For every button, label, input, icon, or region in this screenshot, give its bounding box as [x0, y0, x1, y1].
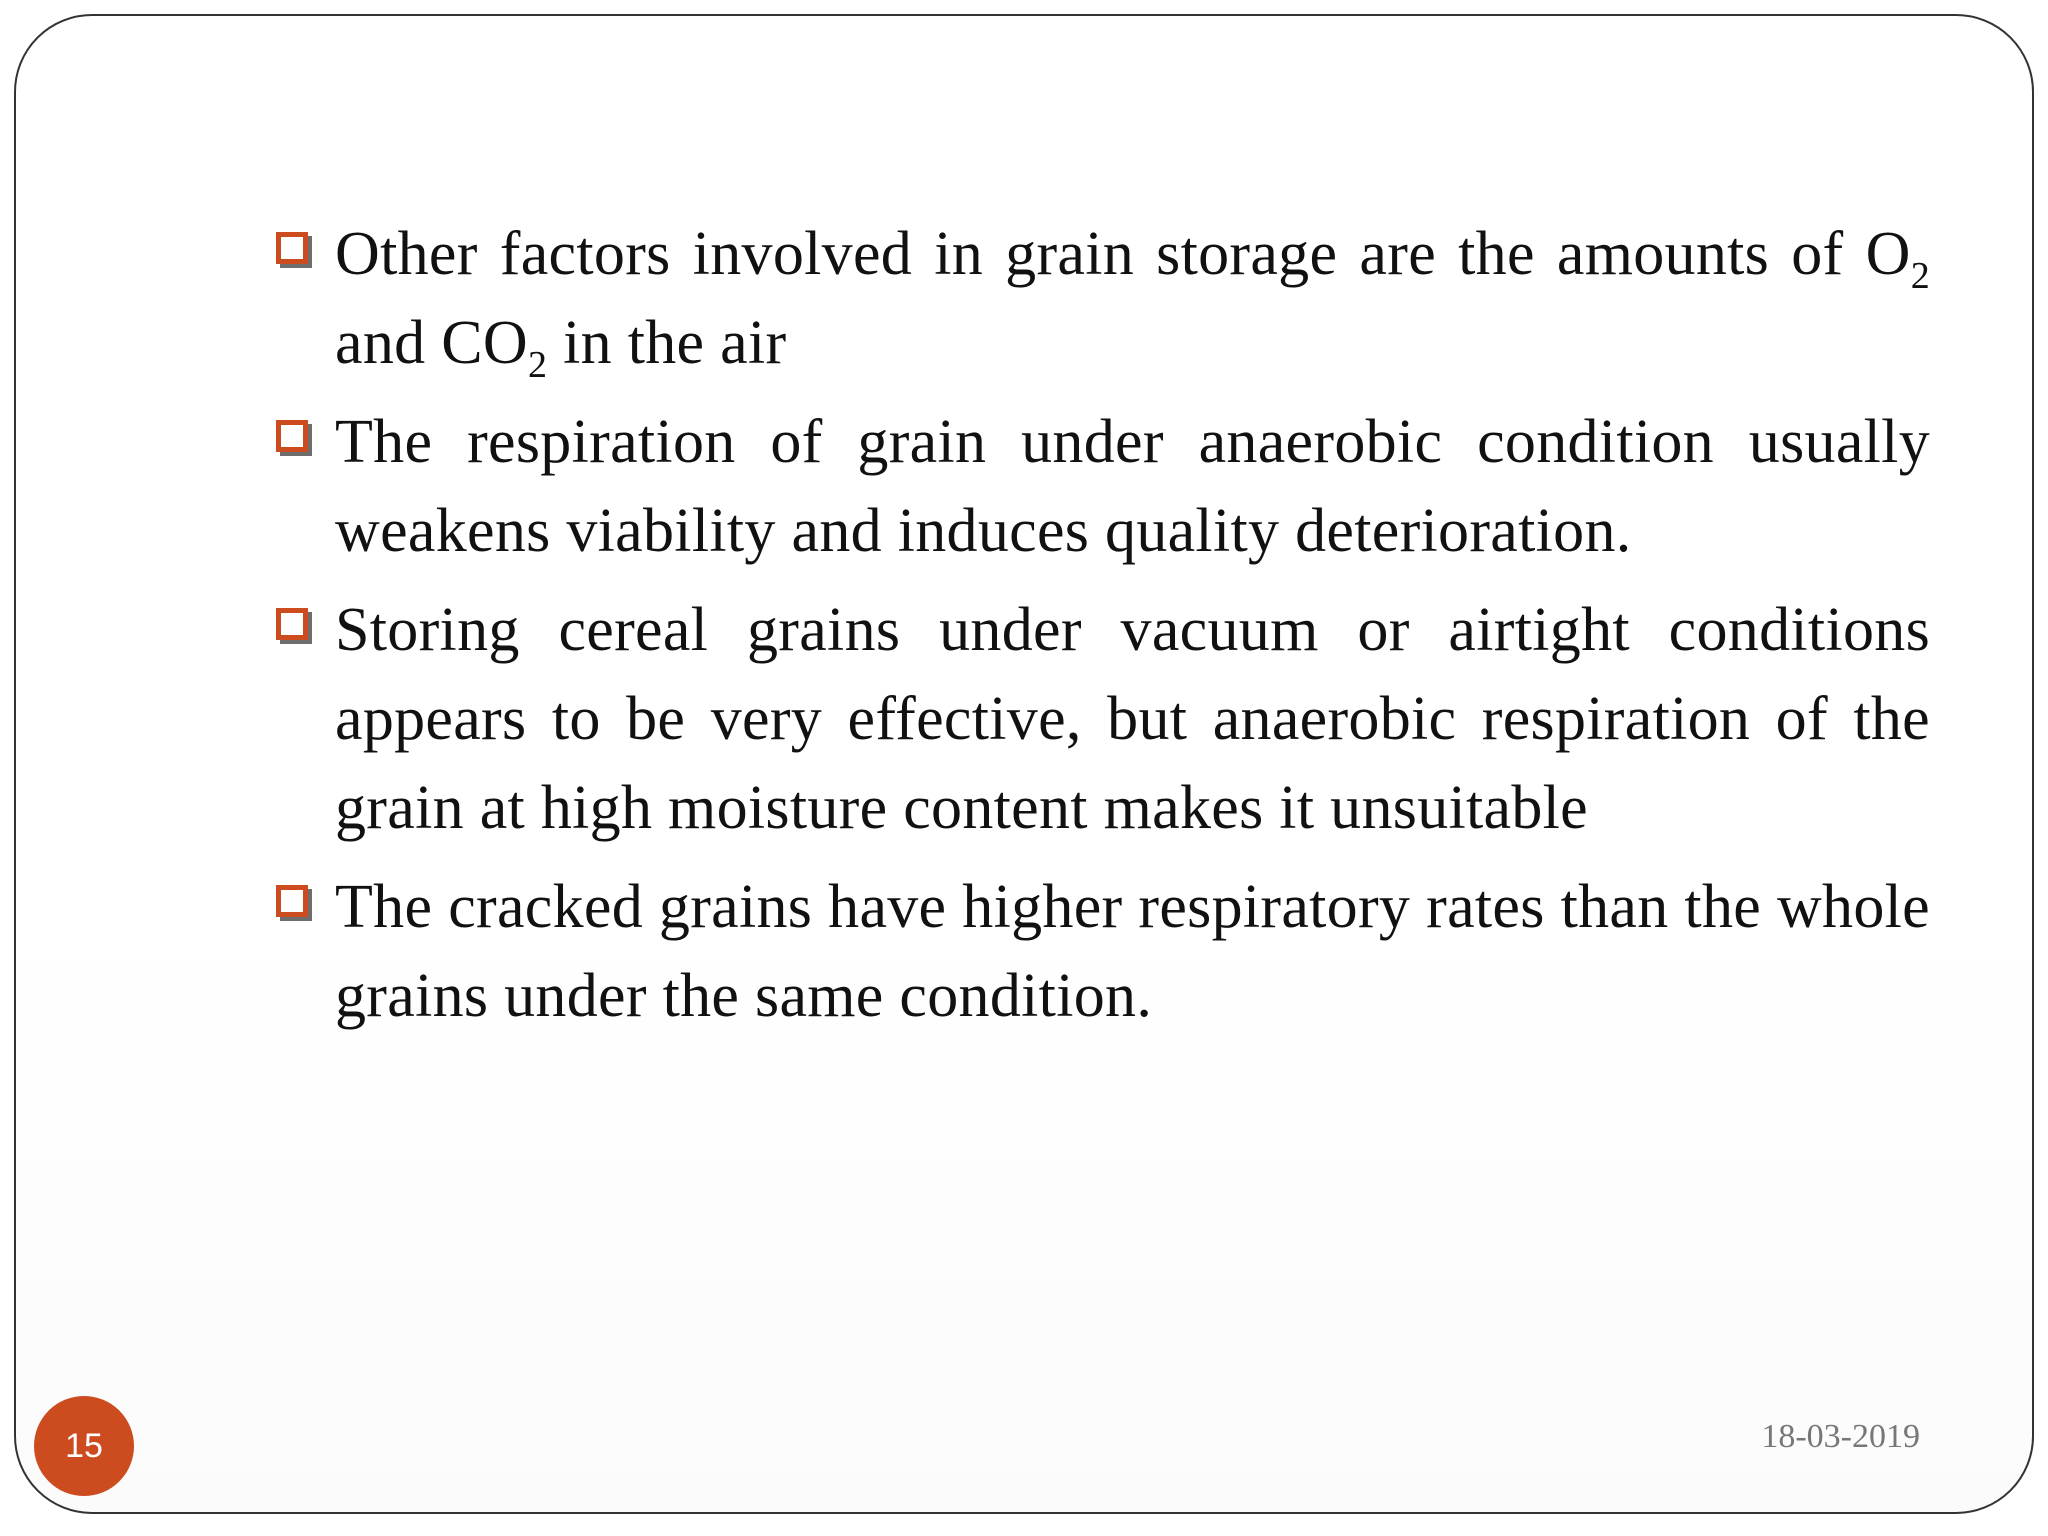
square-bullet-icon — [276, 608, 308, 640]
page-number-badge: 15 — [34, 1396, 134, 1496]
bullet-item — [270, 586, 1930, 853]
square-bullet-icon — [276, 232, 308, 264]
bullet-item — [270, 863, 1930, 1041]
bullet-text: Other factors involved in grain storage are the amounts of $O_2$ and $CO_2$ in the air — [335, 220, 1930, 386]
bullet-text: Storing cereal grains under vacuum or airtight conditions appears to be very effective, but anaerobic respiration of the grain at high moisture content makes it unsuitable — [335, 596, 1930, 842]
footer-date: 18-03-2019 — [1761, 1418, 1920, 1455]
bullet-text: The respiration of grain under anaerobic condition usually weakens viability and induces quality deterioration. — [335, 408, 1930, 565]
bullet-item — [270, 210, 1930, 388]
square-bullet-icon — [276, 420, 308, 452]
square-bullet-icon — [276, 885, 308, 917]
bullet-list — [270, 210, 1930, 1051]
bullet-item — [270, 398, 1930, 576]
bullet-text: The cracked grains have higher respiratory rates than the whole grains under the same condition. — [335, 873, 1930, 1030]
